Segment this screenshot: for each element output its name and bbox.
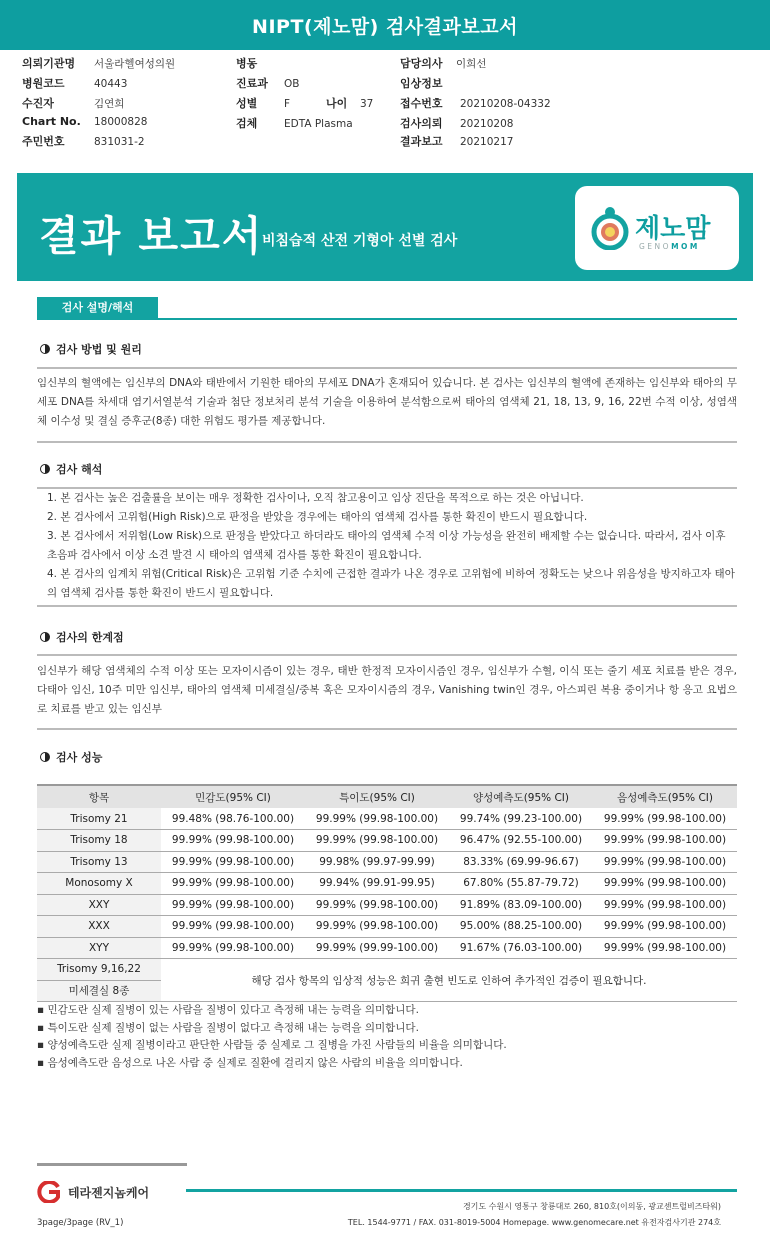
performance-title: 검사 성능 xyxy=(56,751,103,764)
row-name: XXY xyxy=(37,894,161,916)
row-name: XYY xyxy=(37,937,161,959)
list-item: ▪ 민감도란 실제 질병이 있는 사람을 질병이 있다고 측정해 내는 능력을 의미합니다. xyxy=(37,1002,507,1020)
patient-label: 수진자 xyxy=(22,97,54,110)
table-cell: 99.99% (99.98-100.00) xyxy=(593,830,737,852)
table-cell: 99.99% (99.98-100.00) xyxy=(161,916,305,938)
section-header xyxy=(37,297,737,320)
method-text: 임신부의 혈액에는 임신부의 DNA와 태반에서 기원한 태아의 무세포 DNA가 혼재되어 있습니다. 본 검사는 임신부의 혈액에 존재하는 임신부와 태아의 무세포 DNA를 차세대 염기서열분석 기술과 첨단 정보처리 분석 기술을 이용하여 분석함으로써 태아의 염색체 21, 18, 13, 9, 16, 22번 수적 이상, 성염색체 이수성 및 결실 증후군(8종) 대한 위험도 평가를 제공합니다. xyxy=(37,377,737,427)
list-item: ▪ 음성예측도란 음성으로 나온 사람 중 실제로 질환에 걸리지 않은 사람의 비율을 의미합니다. xyxy=(37,1055,507,1073)
logo-eng-b: MOM xyxy=(671,242,700,251)
interpret-heading xyxy=(40,461,102,477)
document-title-banner xyxy=(0,0,770,50)
report-date-label: 결과보고 xyxy=(400,135,443,148)
table-cell: 99.99% (99.98-100.00) xyxy=(593,873,737,895)
table-row xyxy=(37,894,737,916)
row-name: Trisomy 9,16,22 xyxy=(37,959,161,981)
dept-value: OB xyxy=(284,78,300,90)
report-title: 결과 보고서 xyxy=(39,212,264,260)
row-name: Trisomy 13 xyxy=(37,851,161,873)
theragen-logo-icon xyxy=(34,1181,64,1203)
table-cell: 99.99% (99.98-100.00) xyxy=(593,894,737,916)
list-item: ▪ 양성예측도란 실제 질병이라고 판단한 사람들 중 실제로 그 질병을 가진 사람들의 비율을 의미합니다. xyxy=(37,1037,507,1055)
company-address: 경기도 수원시 영통구 창룡대로 260, 810호(이의동, 광교센트럴비즈타워) xyxy=(462,1202,721,1211)
age-label: 나이 xyxy=(326,97,348,110)
section-label: 검사 설명/해석 xyxy=(37,297,158,318)
institution-label: 의뢰기관명 xyxy=(22,57,76,70)
list-item: 3. 본 검사에서 저위험(Low Risk)으로 판정을 받았다고 하더라도 태아의 염색체 수적 이상 가능성을 완전히 배제할 수는 없습니다. 따라서, 검사 이후 초음파 검사에서 이상 소견 발견 시 태아의 염색체 검사를 통한 확진이 필요합니다. xyxy=(47,530,726,561)
col-header: 양성예측도(95% CI) xyxy=(449,785,593,808)
list-item: 4. 본 검사의 임계치 위험(Critical Risk)은 고위험 기준 수치에 근접한 결과가 나온 경우로 고위험에 비하여 정확도는 낮으나 위음성을 방지하고자 태아의 염색체 검사를 통한 확진이 반드시 필요합니다. xyxy=(47,568,735,599)
company-name: 테라젠지놈케어 xyxy=(68,1185,150,1200)
hospital-code-value: 40443 xyxy=(94,78,128,90)
half-circle-icon xyxy=(40,752,50,762)
page-number: 3page/3page (RV_1) xyxy=(37,1218,124,1228)
row-name: XXX xyxy=(37,916,161,938)
table-cell: 99.98% (99.97-99.99) xyxy=(305,851,449,873)
row-name: 미세결실 8종 xyxy=(37,980,161,1002)
divider xyxy=(37,605,737,607)
doctor-value: 이희선 xyxy=(456,58,487,70)
half-circle-icon xyxy=(40,344,50,354)
receipt-value: 20210208-04332 xyxy=(460,98,551,110)
row-name: Trisomy 21 xyxy=(37,808,161,830)
genomom-emblem-icon xyxy=(589,206,631,250)
divider xyxy=(37,441,737,443)
col-header: 항목 xyxy=(37,785,161,808)
table-cell: 99.99% (99.98-100.00) xyxy=(593,937,737,959)
table-cell: 99.99% (99.98-100.00) xyxy=(305,916,449,938)
table-cell: 99.99% (99.98-100.00) xyxy=(593,851,737,873)
sex-value: F xyxy=(284,98,291,110)
table-cell: 99.48% (98.76-100.00) xyxy=(161,808,305,830)
table-row xyxy=(37,851,737,873)
half-circle-icon xyxy=(40,632,50,642)
performance-heading xyxy=(40,749,102,765)
table-cell: 99.99% (99.98-100.00) xyxy=(161,851,305,873)
table-cell: 96.47% (92.55-100.00) xyxy=(449,830,593,852)
company-logo xyxy=(34,1181,149,1203)
table-row xyxy=(37,916,737,938)
table-cell: 99.99% (99.99-100.00) xyxy=(305,937,449,959)
row-name: Trisomy 18 xyxy=(37,830,161,852)
ward-label: 병동 xyxy=(236,57,258,70)
list-item: 2. 본 검사에서 고위험(High Risk)으로 판정을 받았을 경우에는 태아의 염색체 검사를 통한 확진이 반드시 필요합니다. xyxy=(47,511,588,523)
logo-eng xyxy=(639,242,700,251)
table-cell: 99.94% (99.91-99.95) xyxy=(305,873,449,895)
table-cell: 99.99% (99.98-100.00) xyxy=(161,830,305,852)
table-row xyxy=(37,937,737,959)
table-cell: 67.80% (55.87-79.72) xyxy=(449,873,593,895)
table-cell: 99.99% (99.98-100.00) xyxy=(161,894,305,916)
performance-table xyxy=(37,784,737,1002)
patient-value: 김연희 xyxy=(94,98,125,110)
age-value: 37 xyxy=(360,98,374,110)
col-header: 음성예측도(95% CI) xyxy=(593,785,737,808)
logo-eng-a: GENO xyxy=(639,242,672,251)
request-date-label: 검사의뢰 xyxy=(400,117,443,130)
table-cell: 99.99% (99.98-100.00) xyxy=(305,830,449,852)
table-cell: 91.67% (76.03-100.00) xyxy=(449,937,593,959)
method-title: 검사 방법 및 원리 xyxy=(56,343,142,356)
table-cell: 99.74% (99.23-100.00) xyxy=(449,808,593,830)
hospital-code-label: 병원코드 xyxy=(22,77,65,90)
row-name: Monosomy X xyxy=(37,873,161,895)
definition-notes xyxy=(37,1002,507,1072)
specimen-label: 검체 xyxy=(236,117,258,130)
table-cell: 99.99% (99.98-100.00) xyxy=(593,808,737,830)
limits-text: 임신부가 해당 염색체의 수적 이상 또는 모자이시즘이 있는 경우, 태반 한정적 모자이시즘인 경우, 임신부가 수혈, 이식 또는 줄기 세포 치료를 받은 경우, 다태아 임신, 10주 미만 임신부, 태아의 염색체 미세결실/중복 혹은 모자이시즘의 경우, Vanishing twin인 경우, 아스피린 복용 중이거나 항 응고 요법으로 치료를 받고 있는 임신부 xyxy=(37,665,737,715)
table-row xyxy=(37,830,737,852)
rrn-value: 831031-2 xyxy=(94,136,145,148)
divider xyxy=(37,654,737,656)
clinical-info-label: 임상정보 xyxy=(400,77,443,90)
divider xyxy=(37,728,737,730)
footer-divider xyxy=(186,1189,737,1192)
table-row xyxy=(37,959,737,981)
dept-label: 진료과 xyxy=(236,77,268,90)
table-header-row xyxy=(37,785,737,808)
chart-no-label: Chart No. xyxy=(22,115,81,128)
table-cell: 83.33% (69.99-96.67) xyxy=(449,851,593,873)
receipt-label: 접수번호 xyxy=(400,97,443,110)
validation-note: 해당 검사 항목의 임상적 성능은 희귀 출현 빈도로 인하여 추가적인 검증이 필요합니다. xyxy=(161,959,737,1002)
document-title: NIPT(제노맘) 검사결과보고서 xyxy=(252,15,518,38)
limits-title: 검사의 한계점 xyxy=(56,631,124,644)
institution-value: 서울라헬여성의원 xyxy=(94,58,176,70)
table-cell: 99.99% (99.98-100.00) xyxy=(161,937,305,959)
list-item: ▪ 특이도란 실제 질병이 없는 사람을 질병이 없다고 측정해 내는 능력을 의미합니다. xyxy=(37,1020,507,1038)
genomom-logo xyxy=(575,186,739,270)
method-heading xyxy=(40,341,142,357)
limits-heading xyxy=(40,629,124,645)
table-cell: 99.99% (99.98-100.00) xyxy=(305,894,449,916)
half-circle-icon xyxy=(40,464,50,474)
table-row xyxy=(37,808,737,830)
col-header: 특이도(95% CI) xyxy=(305,785,449,808)
doctor-label: 담당의사 xyxy=(400,57,443,70)
request-date-value: 20210208 xyxy=(460,118,514,130)
logo-name: 제노맘 xyxy=(635,214,711,244)
sex-label: 성별 xyxy=(236,97,258,110)
footer-divider xyxy=(37,1163,187,1166)
report-banner xyxy=(17,173,753,281)
chart-no-value: 18000828 xyxy=(94,116,148,128)
report-subtitle: 비침습적 산전 기형아 선별 검사 xyxy=(262,233,458,249)
interpret-list xyxy=(47,489,737,603)
company-contact: TEL. 1544-9771 / FAX. 031-8019-5004 Homepage. www.genomecare.net 유전자검사기관 274호 xyxy=(347,1218,721,1227)
table-row xyxy=(37,873,737,895)
rrn-label: 주민번호 xyxy=(22,135,65,148)
table-cell: 99.99% (99.98-100.00) xyxy=(161,873,305,895)
divider xyxy=(37,367,737,369)
table-cell: 91.89% (83.09-100.00) xyxy=(449,894,593,916)
table-cell: 95.00% (88.25-100.00) xyxy=(449,916,593,938)
col-header: 민감도(95% CI) xyxy=(161,785,305,808)
table-cell: 99.99% (99.98-100.00) xyxy=(593,916,737,938)
table-cell: 99.99% (99.98-100.00) xyxy=(305,808,449,830)
specimen-value: EDTA Plasma xyxy=(284,118,353,130)
list-item: 1. 본 검사는 높은 검출률을 보이는 매우 정확한 검사이나, 오직 참고용이고 임상 진단을 목적으로 하는 것은 아닙니다. xyxy=(47,492,584,504)
report-date-value: 20210217 xyxy=(460,136,514,148)
interpret-title: 검사 해석 xyxy=(56,463,103,476)
